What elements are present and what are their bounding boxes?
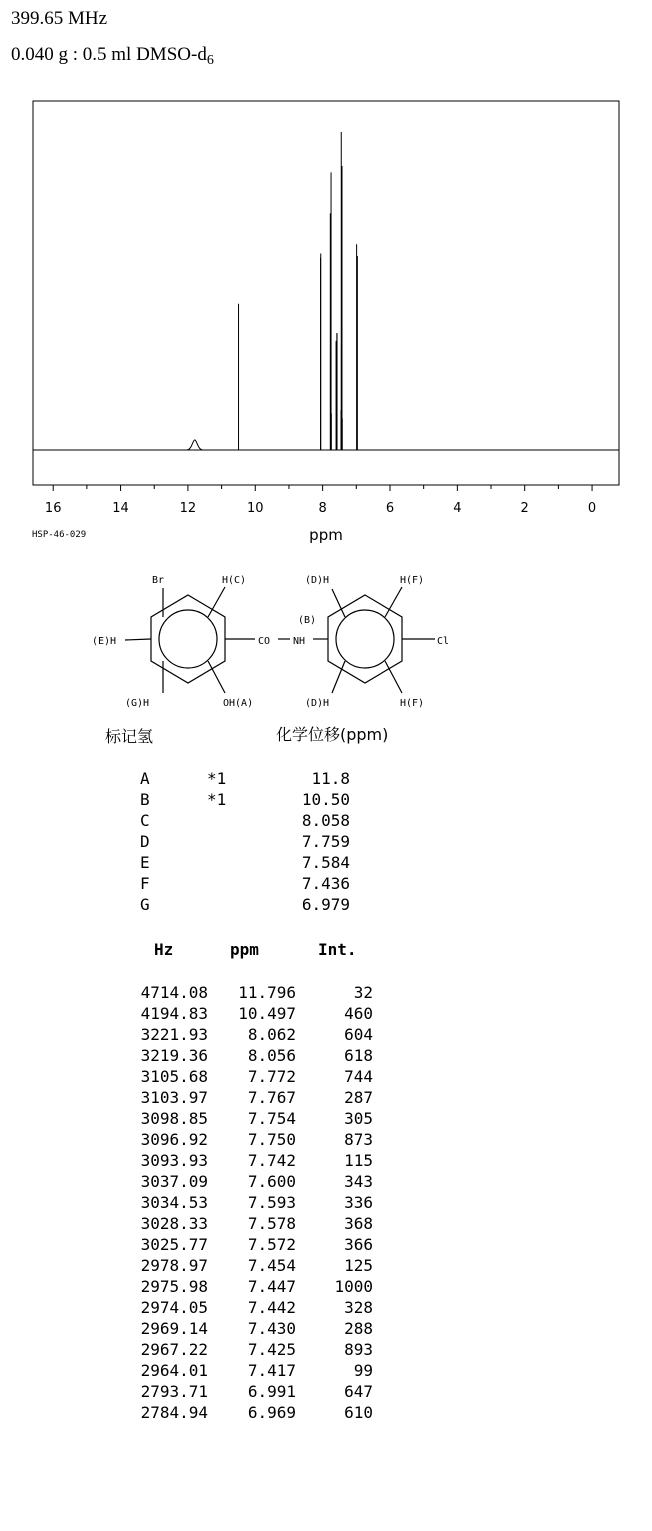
peak-intensity: 1000 — [334, 1277, 373, 1296]
peak-ppm: 7.600 — [247, 1172, 296, 1191]
bonds — [125, 587, 435, 693]
assignment-shift: 8.058 — [301, 811, 350, 830]
peak-intensity: 336 — [344, 1193, 373, 1212]
x-tick-label: 0 — [587, 501, 597, 516]
peak-intensity: 288 — [344, 1319, 373, 1338]
atom-b: (B) — [298, 615, 317, 626]
x-tick-label: 16 — [44, 501, 62, 516]
assignment-label: G — [140, 895, 150, 914]
spectrum-peak — [187, 440, 203, 450]
peak-table-body — [120, 982, 400, 1423]
assignment-row — [140, 894, 400, 915]
peak-ppm: 8.062 — [247, 1025, 296, 1044]
peak-hz: 2969.14 — [140, 1319, 208, 1338]
x-tick-label: 12 — [179, 501, 197, 516]
assignment-shift: 7.584 — [301, 853, 350, 872]
assignment-row — [140, 768, 400, 789]
peak-hz: 2784.94 — [140, 1403, 208, 1422]
assignment-label: F — [140, 874, 150, 893]
assignment-label: E — [140, 853, 150, 872]
assignment-shift: 10.50 — [301, 790, 350, 809]
peak-hz: 3096.92 — [140, 1130, 208, 1149]
spectrum-code: HSP-46-029 — [32, 530, 87, 540]
table-row — [120, 1402, 400, 1423]
assignment-row — [140, 852, 400, 873]
assignment-note: *1 — [207, 769, 227, 788]
table-row — [120, 1045, 400, 1066]
table-row — [120, 1003, 400, 1024]
spectrum-trace — [33, 132, 619, 450]
x-tick-label: 6 — [385, 501, 395, 516]
x-tick-label: 14 — [112, 501, 129, 516]
peak-hz: 4194.83 — [140, 1004, 208, 1023]
x-tick-label: 8 — [318, 501, 327, 516]
assignment-label: B — [140, 790, 150, 809]
plot-frame — [33, 101, 619, 485]
assignment-shift: 7.759 — [301, 832, 350, 851]
x-axis-label: ppm — [309, 526, 343, 544]
header-ppm: ppm — [230, 940, 259, 959]
peak-ppm: 7.572 — [247, 1235, 296, 1254]
peak-hz: 2975.98 — [140, 1277, 208, 1296]
peak-ppm: 7.767 — [247, 1088, 296, 1107]
peak-intensity: 460 — [344, 1004, 373, 1023]
peak-hz: 3098.85 — [140, 1109, 208, 1128]
peak-intensity: 32 — [353, 983, 373, 1002]
peak-hz: 3103.97 — [140, 1088, 208, 1107]
peak-ppm: 7.430 — [247, 1319, 296, 1338]
atom-hf-top: H(F) — [400, 575, 425, 586]
assignment-label: A — [140, 769, 150, 788]
peak-intensity: 287 — [344, 1088, 373, 1107]
ring-1 — [151, 595, 225, 683]
atom-nh: NH — [293, 636, 306, 647]
peak-hz: 3093.93 — [140, 1151, 208, 1170]
peak-hz: 2967.22 — [140, 1340, 208, 1359]
peak-hz: 2974.05 — [140, 1298, 208, 1317]
peak-hz: 3034.53 — [140, 1193, 208, 1212]
peak-ppm: 7.772 — [247, 1067, 296, 1086]
sample-text: 0.040 g : 0.5 ml DMSO-d — [11, 44, 207, 65]
peak-ppm: 10.497 — [238, 1004, 296, 1023]
atom-hd-bottom: (D)H — [305, 698, 330, 709]
table-row — [120, 1276, 400, 1297]
table-row — [120, 1066, 400, 1087]
peak-intensity: 343 — [344, 1172, 373, 1191]
table-row — [120, 1192, 400, 1213]
peak-hz: 3219.36 — [140, 1046, 208, 1065]
table-row — [120, 1360, 400, 1381]
assignment-shift: 7.436 — [301, 874, 350, 893]
table-row — [120, 1318, 400, 1339]
peak-hz: 3037.09 — [140, 1172, 208, 1191]
peak-ppm: 7.447 — [247, 1277, 296, 1296]
peak-ppm: 7.417 — [247, 1361, 296, 1380]
peak-intensity: 610 — [344, 1403, 373, 1422]
x-tick-label: 4 — [453, 501, 462, 516]
hydrogen-label-heading: 标记氢 — [105, 727, 154, 746]
table-row — [120, 1339, 400, 1360]
atom-he: (E)H — [92, 636, 117, 647]
peak-intensity: 893 — [344, 1340, 373, 1359]
assignment-row — [140, 810, 400, 831]
header-hz: Hz — [154, 940, 174, 959]
table-row — [120, 1297, 400, 1318]
peak-intensity: 305 — [344, 1109, 373, 1128]
header-int: Int. — [318, 940, 357, 959]
peak-intensity: 115 — [344, 1151, 373, 1170]
assignment-note: *1 — [207, 790, 227, 809]
peak-table — [120, 940, 400, 1423]
atom-hc: H(C) — [222, 575, 247, 586]
x-tick-label: 10 — [247, 501, 264, 516]
table-row — [120, 1129, 400, 1150]
peak-hz: 3025.77 — [140, 1235, 208, 1254]
ring-1-aromatic-circle — [159, 610, 217, 668]
peak-intensity: 873 — [344, 1130, 373, 1149]
atom-co: CO — [258, 636, 271, 647]
peak-ppm: 7.750 — [247, 1130, 296, 1149]
atom-oh: OH(A) — [223, 698, 254, 709]
table-row — [120, 1150, 400, 1171]
table-row — [120, 1087, 400, 1108]
assignment-row — [140, 831, 400, 852]
peak-intensity: 99 — [353, 1361, 373, 1380]
chemical-shift-heading: 化学位移(ppm) — [276, 725, 389, 744]
nmr-spectrum-chart — [0, 90, 652, 550]
sample-subscript: 6 — [206, 53, 214, 68]
atom-hf-bottom: H(F) — [400, 698, 425, 709]
peak-intensity: 328 — [344, 1298, 373, 1317]
ring-2 — [328, 595, 402, 683]
peak-ppm: 8.056 — [247, 1046, 296, 1065]
peak-ppm: 7.754 — [247, 1109, 296, 1128]
table-row — [120, 1234, 400, 1255]
spectrometer-frequency: 399.65 MHz — [11, 8, 108, 29]
peak-hz: 2793.71 — [140, 1382, 208, 1401]
assignment-row — [140, 873, 400, 894]
assignment-shift: 6.979 — [301, 895, 350, 914]
table-row — [120, 1255, 400, 1276]
peak-hz: 2964.01 — [140, 1361, 208, 1380]
atom-br: Br — [152, 575, 165, 586]
table-row — [120, 1381, 400, 1402]
x-tick-label: 2 — [520, 501, 529, 516]
table-row — [120, 1024, 400, 1045]
peak-table-header — [120, 940, 400, 964]
ring-2-aromatic-circle — [336, 610, 394, 668]
assignment-row — [140, 789, 400, 810]
assignment-shift: 11.8 — [311, 769, 350, 788]
atom-hg: (G)H — [125, 698, 150, 709]
atom-hd-top: (D)H — [305, 575, 330, 586]
peak-hz: 4714.08 — [140, 983, 208, 1002]
peak-ppm: 7.454 — [247, 1256, 296, 1275]
peak-intensity: 125 — [344, 1256, 373, 1275]
atom-cl: Cl — [437, 636, 450, 647]
peak-ppm: 7.593 — [247, 1193, 296, 1212]
peak-ppm: 7.425 — [247, 1340, 296, 1359]
peak-hz: 3221.93 — [140, 1025, 208, 1044]
peak-ppm: 11.796 — [238, 983, 296, 1002]
peak-ppm: 6.991 — [247, 1382, 296, 1401]
assignment-table — [140, 768, 400, 915]
peak-hz: 3028.33 — [140, 1214, 208, 1233]
table-row — [120, 982, 400, 1003]
table-row — [120, 1108, 400, 1129]
table-row — [120, 1213, 400, 1234]
peak-ppm: 7.442 — [247, 1298, 296, 1317]
table-row — [120, 1171, 400, 1192]
peak-intensity: 368 — [344, 1214, 373, 1233]
x-axis-ticks — [45, 485, 596, 516]
peak-intensity: 366 — [344, 1235, 373, 1254]
peak-intensity: 744 — [344, 1067, 373, 1086]
peak-hz: 2978.97 — [140, 1256, 208, 1275]
sample-description — [11, 44, 214, 66]
peak-intensity: 618 — [344, 1046, 373, 1065]
assignment-label: C — [140, 811, 150, 830]
peak-intensity: 604 — [344, 1025, 373, 1044]
peak-ppm: 7.578 — [247, 1214, 296, 1233]
assignment-label: D — [140, 832, 150, 851]
peak-ppm: 7.742 — [247, 1151, 296, 1170]
molecule-structure — [80, 565, 480, 715]
peak-ppm: 6.969 — [247, 1403, 296, 1422]
peak-intensity: 647 — [344, 1382, 373, 1401]
peak-hz: 3105.68 — [140, 1067, 208, 1086]
